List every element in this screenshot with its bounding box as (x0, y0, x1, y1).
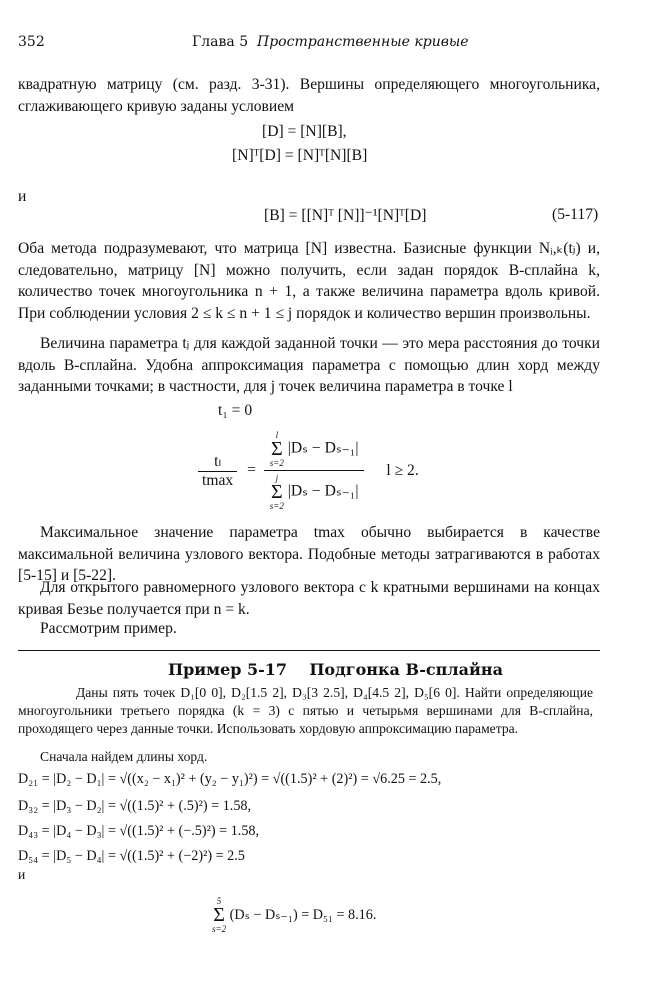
chapter-title: Пространственные кривые (257, 34, 469, 50)
summand-bottom: |Dₛ − Dₛ₋₁| (287, 482, 359, 500)
paragraph-bezier: Для открытого равномерного узлового вектора с k кратными вершинами на концах кривая Безье получается при n = k. (18, 579, 600, 618)
equation-d-nb: [D] = [N][B], (262, 123, 347, 140)
example-and: и (18, 867, 26, 882)
sum-upper-5: 5 (216, 896, 222, 906)
sum-body: (Dₛ − Dₛ₋₁) = D₅₁ = 8.16. (229, 907, 377, 923)
equation-sum-d51 (212, 896, 376, 934)
chord-ratio (264, 428, 365, 513)
summand-top: |Dₛ − Dₛ₋₁| (287, 439, 359, 457)
paragraph-max-param: Максимальное значение параметра tmax обычно выбирается в качестве максимальной величина узлового вектора. Подобные методы затрагиваются в работах [5-15] и [5-22]. (18, 524, 600, 584)
param-numerator: tₗ (198, 452, 237, 472)
example-title: Пример 5-17 Подгонка B-сплайна (168, 660, 503, 679)
param-ratio (198, 452, 237, 490)
paragraph-parameter: Величина параметра tⱼ для каждой заданной точки — это мера расстояния до точки вдоль B-сплайна. Удобна аппроксимация параметра с помощью длин хорд между заданными точками; в частности, для j точек величина параметра в точке l (18, 335, 600, 395)
paragraph-intro: квадратную матрицу (см. разд. 3-31). Вершины определяющего многоугольника, сглаживающего кривую заданы условием (18, 76, 600, 115)
equation-d43: D₄₃ = |D₄ − D₃| = √((1.5)² + (−.5)²) = 1.58, (18, 823, 260, 839)
equation-t1: t₁ = 0 (218, 402, 253, 419)
paragraph-methods: Оба метода подразумевают, что матрица [N] известна. Базисные функции Nᵢ,ₖ(tⱼ) и, следовательно, матрицу [N] можно получить, если задан порядок B-сплайна k, количество точек многоугольника n + 1, а также величина параметра вдоль кривой. При соблюдении условия 2 ≤ k ≤ n + 1 ≤ j порядок и количество вершин произвольны. (18, 240, 600, 322)
paragraph-consider: Рассмотрим пример. (40, 620, 177, 637)
sum-upper-j: j (275, 473, 279, 483)
equation-d54: D₅₄ = |D₅ − D₄| = √((1.5)² + (−2)²) = 2.5 (18, 848, 245, 864)
example-divider (18, 650, 600, 651)
sum-lower: s=2 (269, 458, 284, 468)
example-statement: Даны пять точек D₁[0 0], D₂[1.5 2], D₃[3 2.5], D₄[4.5 2], D₅[6 0]. Найти определяющие многоугольники третьего порядка (k = 3) с пятью и четырьмя вершинами для B-сплайна, проходящего через данные точки. Использовать хордовую аппроксимацию параметра. (18, 685, 593, 736)
param-denominator: tmax (202, 471, 234, 489)
sum-upper-l: l (275, 430, 279, 440)
chapter-label: Глава 5 (192, 34, 249, 50)
sum-lower-example: s=2 (212, 924, 227, 934)
sum-symbol-j: j Σ s=2 (269, 473, 284, 511)
equation-d21: D₂₁ = |D₂ − D₁| = √((x₂ − x₁)² + (y₂ − y₁)²) = √((1.5)² + (2)²) = √6.25 = 2.5, (18, 771, 442, 787)
sum-symbol-example: 5 Σ s=2 (212, 896, 227, 934)
chord-denominator (264, 471, 365, 513)
condition: l ≥ 2. (386, 461, 419, 479)
example-chord-intro: Сначала найдем длины хорд. (40, 749, 208, 764)
equation-5-117: [B] = [[N]ᵀ [N]]⁻¹[N]ᵀ[D] (264, 207, 427, 224)
equation-d32: D₃₂ = |D₃ − D₂| = √((1.5)² + (.5)²) = 1.58, (18, 798, 252, 814)
running-header (192, 34, 469, 50)
equation-chord-param: $\frac{\text{tₗ}}{tmax}$ = l Σ s=2 |Dₛ − Dₛ₋₁| j Σ s=2 |Dₛ − Dₛ₋₁| l ≥ 2. (198, 428, 419, 513)
sum-lower-bottom: s=2 (269, 501, 284, 511)
equation-nt-d: [N]ᵀ[D] = [N]ᵀ[N][B] (232, 147, 368, 164)
conjunction-and: и (18, 188, 27, 205)
chord-numerator (264, 428, 365, 471)
equation-label: (5-117) (552, 206, 599, 223)
sum-symbol-l: l Σ s=2 (269, 430, 284, 468)
page-number: 352 (18, 34, 45, 50)
